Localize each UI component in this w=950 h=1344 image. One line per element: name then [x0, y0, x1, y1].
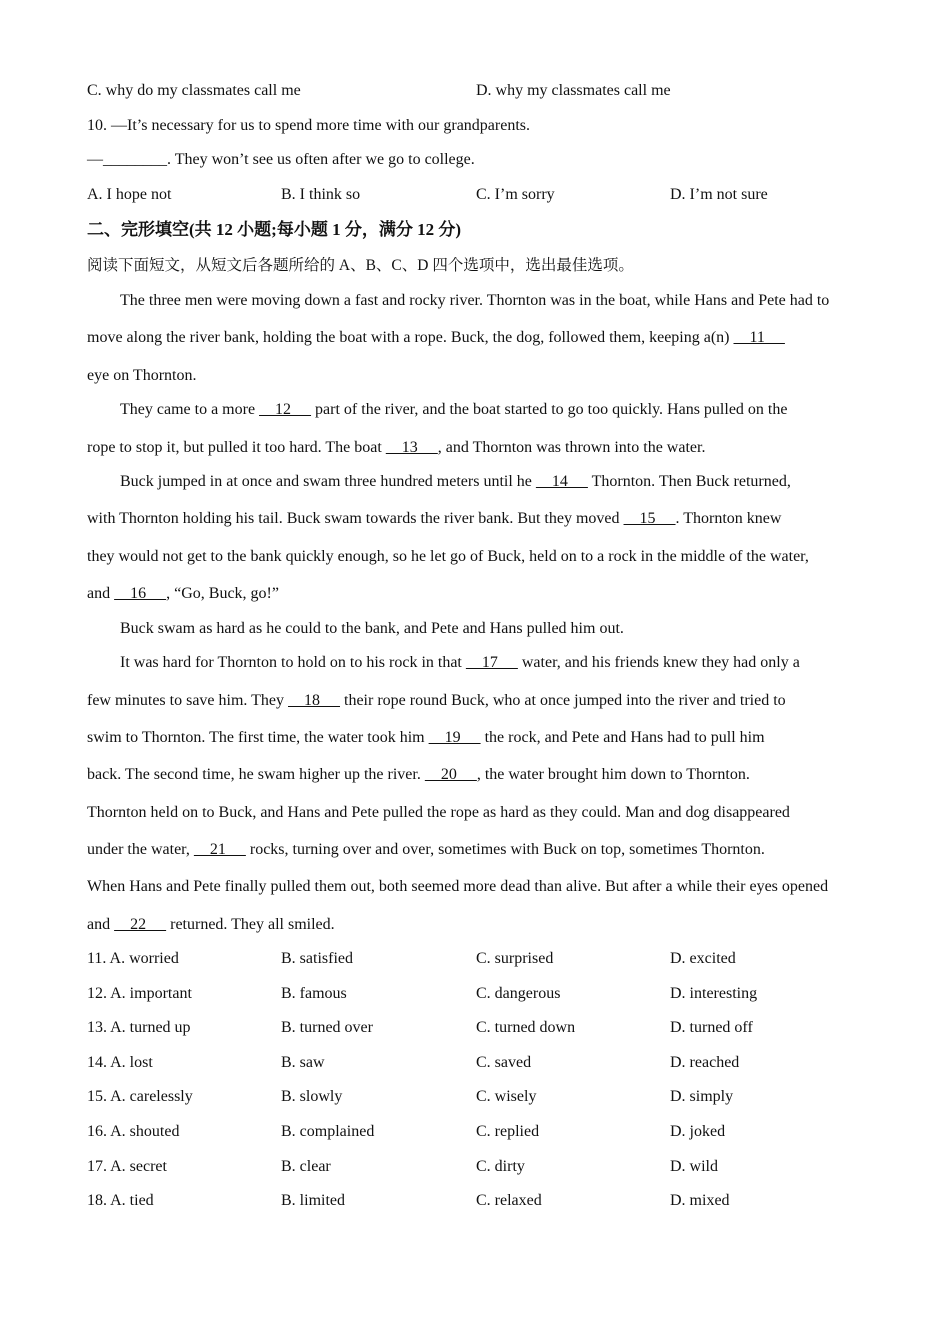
passage-line: few minutes to save him. They 18 their rope round Buck, who at once jumped into the river and tried to [87, 692, 786, 709]
q10-stem: 10. —It’s necessary for us to spend more time with our grandparents. [87, 117, 531, 134]
passage-line: move along the river bank, holding the boat with a rope. Buck, the dog, followed them, keeping a(n) 11 [87, 329, 785, 346]
blank-18: 18 [288, 692, 340, 709]
passage-line: Thornton held on to Buck, and Hans and Pete pulled the rope as hard as they could. Man and dog disappeared [87, 804, 790, 821]
q13-option-d: D. turned off [670, 1019, 753, 1036]
passage-line: They came to a more 12 part of the river, and the boat started to go too quickly. Hans pulled on the [120, 401, 788, 418]
passage-line: rope to stop it, but pulled it too hard. The boat 13 , and Thornton was thrown into the water. [87, 439, 706, 456]
q10-option-a: A. I hope not [87, 186, 172, 203]
passage-line: Buck swam as hard as he could to the bank, and Pete and Hans pulled him out. [120, 620, 624, 637]
q13-option-c: C. turned down [476, 1019, 576, 1036]
q12-option-a: 12. A. important [87, 985, 192, 1002]
blank-22: 22 [114, 916, 167, 933]
q11-option-a: 11. A. worried [87, 950, 179, 967]
passage-line: they would not get to the bank quickly enough, so he let go of Buck, held on to a rock in the middle of the water, [87, 548, 809, 565]
passage-line: It was hard for Thornton to hold on to his rock in that 17 water, and his friends knew they had only a [120, 654, 800, 671]
q12-option-b: B. famous [281, 985, 347, 1002]
q13-option-b: B. turned over [281, 1019, 373, 1036]
q14-option-d: D. reached [670, 1054, 740, 1071]
blank-16: 16 [114, 585, 167, 602]
blank-21: 21 [193, 841, 246, 858]
passage-line: back. The second time, he swam higher up the river. 20 , the water brought him down to Thornton. [87, 766, 750, 783]
q18-option-d: D. mixed [670, 1192, 730, 1209]
q15-option-c: C. wisely [476, 1088, 537, 1105]
q15-option-b: B. slowly [281, 1088, 343, 1105]
passage-line: Buck jumped in at once and swam three hundred meters until he 14 Thornton. Then Buck returned, [120, 473, 791, 490]
passage-line: with Thornton holding his tail. Buck swam towards the river bank. But they moved 15 . Thornton knew [87, 510, 782, 527]
q15-option-d: D. simply [670, 1088, 734, 1105]
q17-option-c: C. dirty [476, 1158, 525, 1175]
blank-15: 15 [623, 510, 676, 527]
q10-reply: —________. They won’t see us often after we go to college. [87, 151, 475, 168]
q10-option-d: D. I’m not sure [670, 186, 768, 203]
q9-option-c: C. why do my classmates call me [87, 82, 301, 99]
q15-option-a: 15. A. carelessly [87, 1088, 193, 1105]
q17-option-b: B. clear [281, 1158, 331, 1175]
q18-option-b: B. limited [281, 1192, 345, 1209]
passage-line: swim to Thornton. The first time, the water took him 19 the rock, and Pete and Hans had to pull him [87, 729, 765, 746]
blank-19: 19 [428, 729, 481, 746]
q14-option-c: C. saved [476, 1054, 532, 1071]
passage-line: under the water, 21 rocks, turning over and over, sometimes with Buck on top, sometimes Thornton. [87, 841, 765, 858]
passage-line: eye on Thornton. [87, 367, 197, 384]
blank-17: 17 [465, 654, 518, 671]
section-heading: 二、完形填空(共 12 小题;每小题 1 分，满分 12 分) [87, 220, 461, 239]
q10-option-b: B. I think so [281, 186, 361, 203]
section-instruction: 阅读下面短文，从短文后各题所给的 A、B、C、D 四个选项中，选出最佳选项。 [87, 257, 634, 274]
passage-line: The three men were moving down a fast and rocky river. Thornton was in the boat, while Hans and Pete had to [120, 292, 830, 309]
q18-option-c: C. relaxed [476, 1192, 542, 1209]
q9-option-d: D. why my classmates call me [476, 82, 671, 99]
q16-option-a: 16. A. shouted [87, 1123, 180, 1140]
q14-option-b: B. saw [281, 1054, 325, 1071]
q17-option-a: 17. A. secret [87, 1158, 167, 1175]
q14-option-a: 14. A. lost [87, 1054, 153, 1071]
blank-11: 11 [733, 329, 785, 346]
q18-option-a: 18. A. tied [87, 1192, 154, 1209]
q10-option-c: C. I’m sorry [476, 186, 555, 203]
q11-option-d: D. excited [670, 950, 736, 967]
blank-13: 13 [385, 439, 438, 456]
q16-option-b: B. complained [281, 1123, 375, 1140]
blank-14: 14 [535, 473, 588, 490]
q16-option-c: C. replied [476, 1123, 540, 1140]
q13-option-a: 13. A. turned up [87, 1019, 191, 1036]
q11-option-c: C. surprised [476, 950, 554, 967]
q16-option-d: D. joked [670, 1123, 726, 1140]
q12-option-c: C. dangerous [476, 985, 561, 1002]
q17-option-d: D. wild [670, 1158, 718, 1175]
passage-line: and 22 returned. They all smiled. [87, 916, 335, 933]
passage-line: and 16 , “Go, Buck, go!” [87, 585, 279, 602]
blank-12: 12 [259, 401, 312, 418]
blank-20: 20 [424, 766, 477, 783]
q12-option-d: D. interesting [670, 985, 758, 1002]
passage-line: When Hans and Pete finally pulled them out, both seemed more dead than alive. But after a while their eyes opened [87, 878, 829, 895]
q11-option-b: B. satisfied [281, 950, 353, 967]
